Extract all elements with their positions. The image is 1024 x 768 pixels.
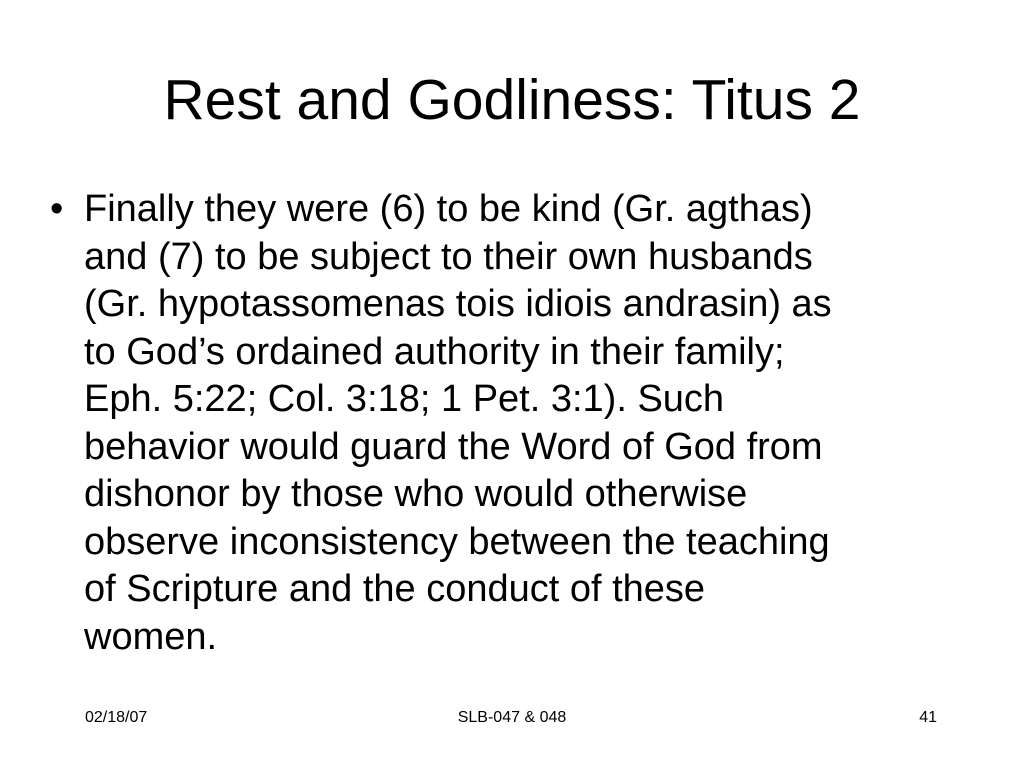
footer-center-text: SLB-047 & 048 xyxy=(457,709,567,726)
slide-title: Rest and Godliness: Titus 2 xyxy=(163,68,861,132)
bullet-text-line: Eph. 5:22; Col. 3:18; 1 Pet. 3:1). Such xyxy=(84,378,725,420)
bullet-marker: • xyxy=(50,188,64,230)
bullet-item xyxy=(50,186,990,661)
bullet-text-line: dishonor by those who would otherwise xyxy=(84,473,748,515)
bullet-text-line: women. xyxy=(84,615,218,658)
bullet-text-line: Finally they were (6) to be kind (Gr. agthas) xyxy=(84,188,813,230)
bullet-text-line: (Gr. hypotassomenas tois idiois andrasin) as xyxy=(84,283,832,325)
bullet-list xyxy=(50,186,990,661)
bullet-text-line: to God’s ordained authority in their family; xyxy=(84,330,785,373)
bullet-text-line: behavior would guard the Word of God from xyxy=(84,425,823,468)
bullet-text-line: and (7) to be subject to their own husbands xyxy=(84,235,813,278)
bullet-text-line: observe inconsistency between the teaching xyxy=(84,520,830,563)
footer-date: 02/18/07 xyxy=(85,709,148,726)
bullet-text-line: of Scripture and the conduct of these xyxy=(84,568,706,610)
slide-number: 41 xyxy=(919,709,937,726)
